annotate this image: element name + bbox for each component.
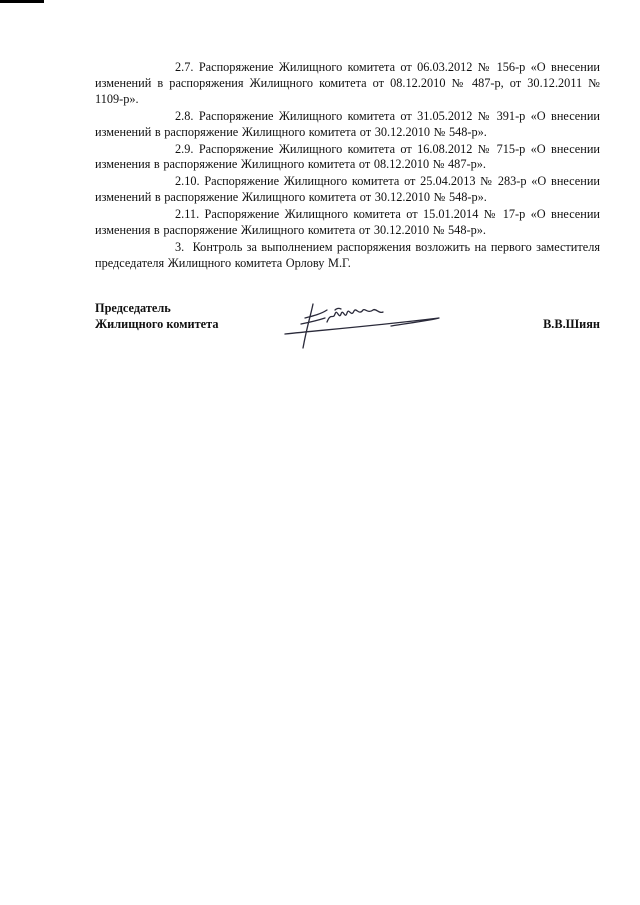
signatory-name: В.В.Шиян xyxy=(543,317,600,331)
paragraph-number: 2.9. xyxy=(175,141,194,156)
handwritten-signature xyxy=(283,296,443,356)
paragraph-2-9 xyxy=(95,142,600,174)
paragraph-text: Распоряжение Жилищного комитета от 25.04.2013 № 283-р «О внесении изменений в распоряжение Жилищного комитета от 30.12.2010 № 548-р». xyxy=(95,174,600,205)
paragraph-2-10 xyxy=(95,174,600,206)
paragraph-2-11 xyxy=(95,207,600,239)
paragraph-number: 2.10. xyxy=(175,174,200,189)
paragraph-text: Распоряжение Жилищного комитета от 15.01.2014 № 17-р «О внесении изменения в распоряжение Жилищного комитета от 30.12.2010 № 548-р». xyxy=(95,207,601,238)
paragraph-number: 2.11. xyxy=(175,207,200,222)
paragraph-text: Контроль за выполнением распоряжения возложить на первого заместителя председателя Жилищного комитета Орлову М.Г. xyxy=(95,239,601,270)
paragraph-3 xyxy=(95,240,600,272)
paragraph-text: Распоряжение Жилищного комитета от 16.08.2012 № 715-р «О внесении изменения в распоряжение Жилищного комитета от 08.12.2010 № 487-р». xyxy=(95,141,600,172)
signatory-title-line-2: Жилищного комитета xyxy=(95,317,219,331)
signatory-title-line-1: Председатель xyxy=(95,301,171,315)
paragraph-2-8 xyxy=(95,109,600,141)
paragraph-number: 2.7. xyxy=(175,60,194,74)
signatory-title xyxy=(95,300,218,332)
scan-edge-mark xyxy=(0,0,44,3)
paragraph-2-7 xyxy=(95,60,600,108)
paragraph-text: Распоряжение Жилищного комитета от 31.05.2012 № 391-р «О внесении изменений в распоряжение Жилищного комитета от 30.12.2010 № 548-р». xyxy=(95,108,600,139)
signature-block xyxy=(95,300,600,360)
paragraph-number: 3. xyxy=(175,239,185,254)
document-body xyxy=(95,60,600,273)
paragraph-number: 2.8. xyxy=(175,108,194,123)
paragraph-text: Распоряжение Жилищного комитета от 06.03.2012 № 156-р «О внесении изменений в распоряжения Жилищного комитета от 08.12.2010 № 487-р, от 30.12.2011 № 1109-р». xyxy=(95,60,600,106)
